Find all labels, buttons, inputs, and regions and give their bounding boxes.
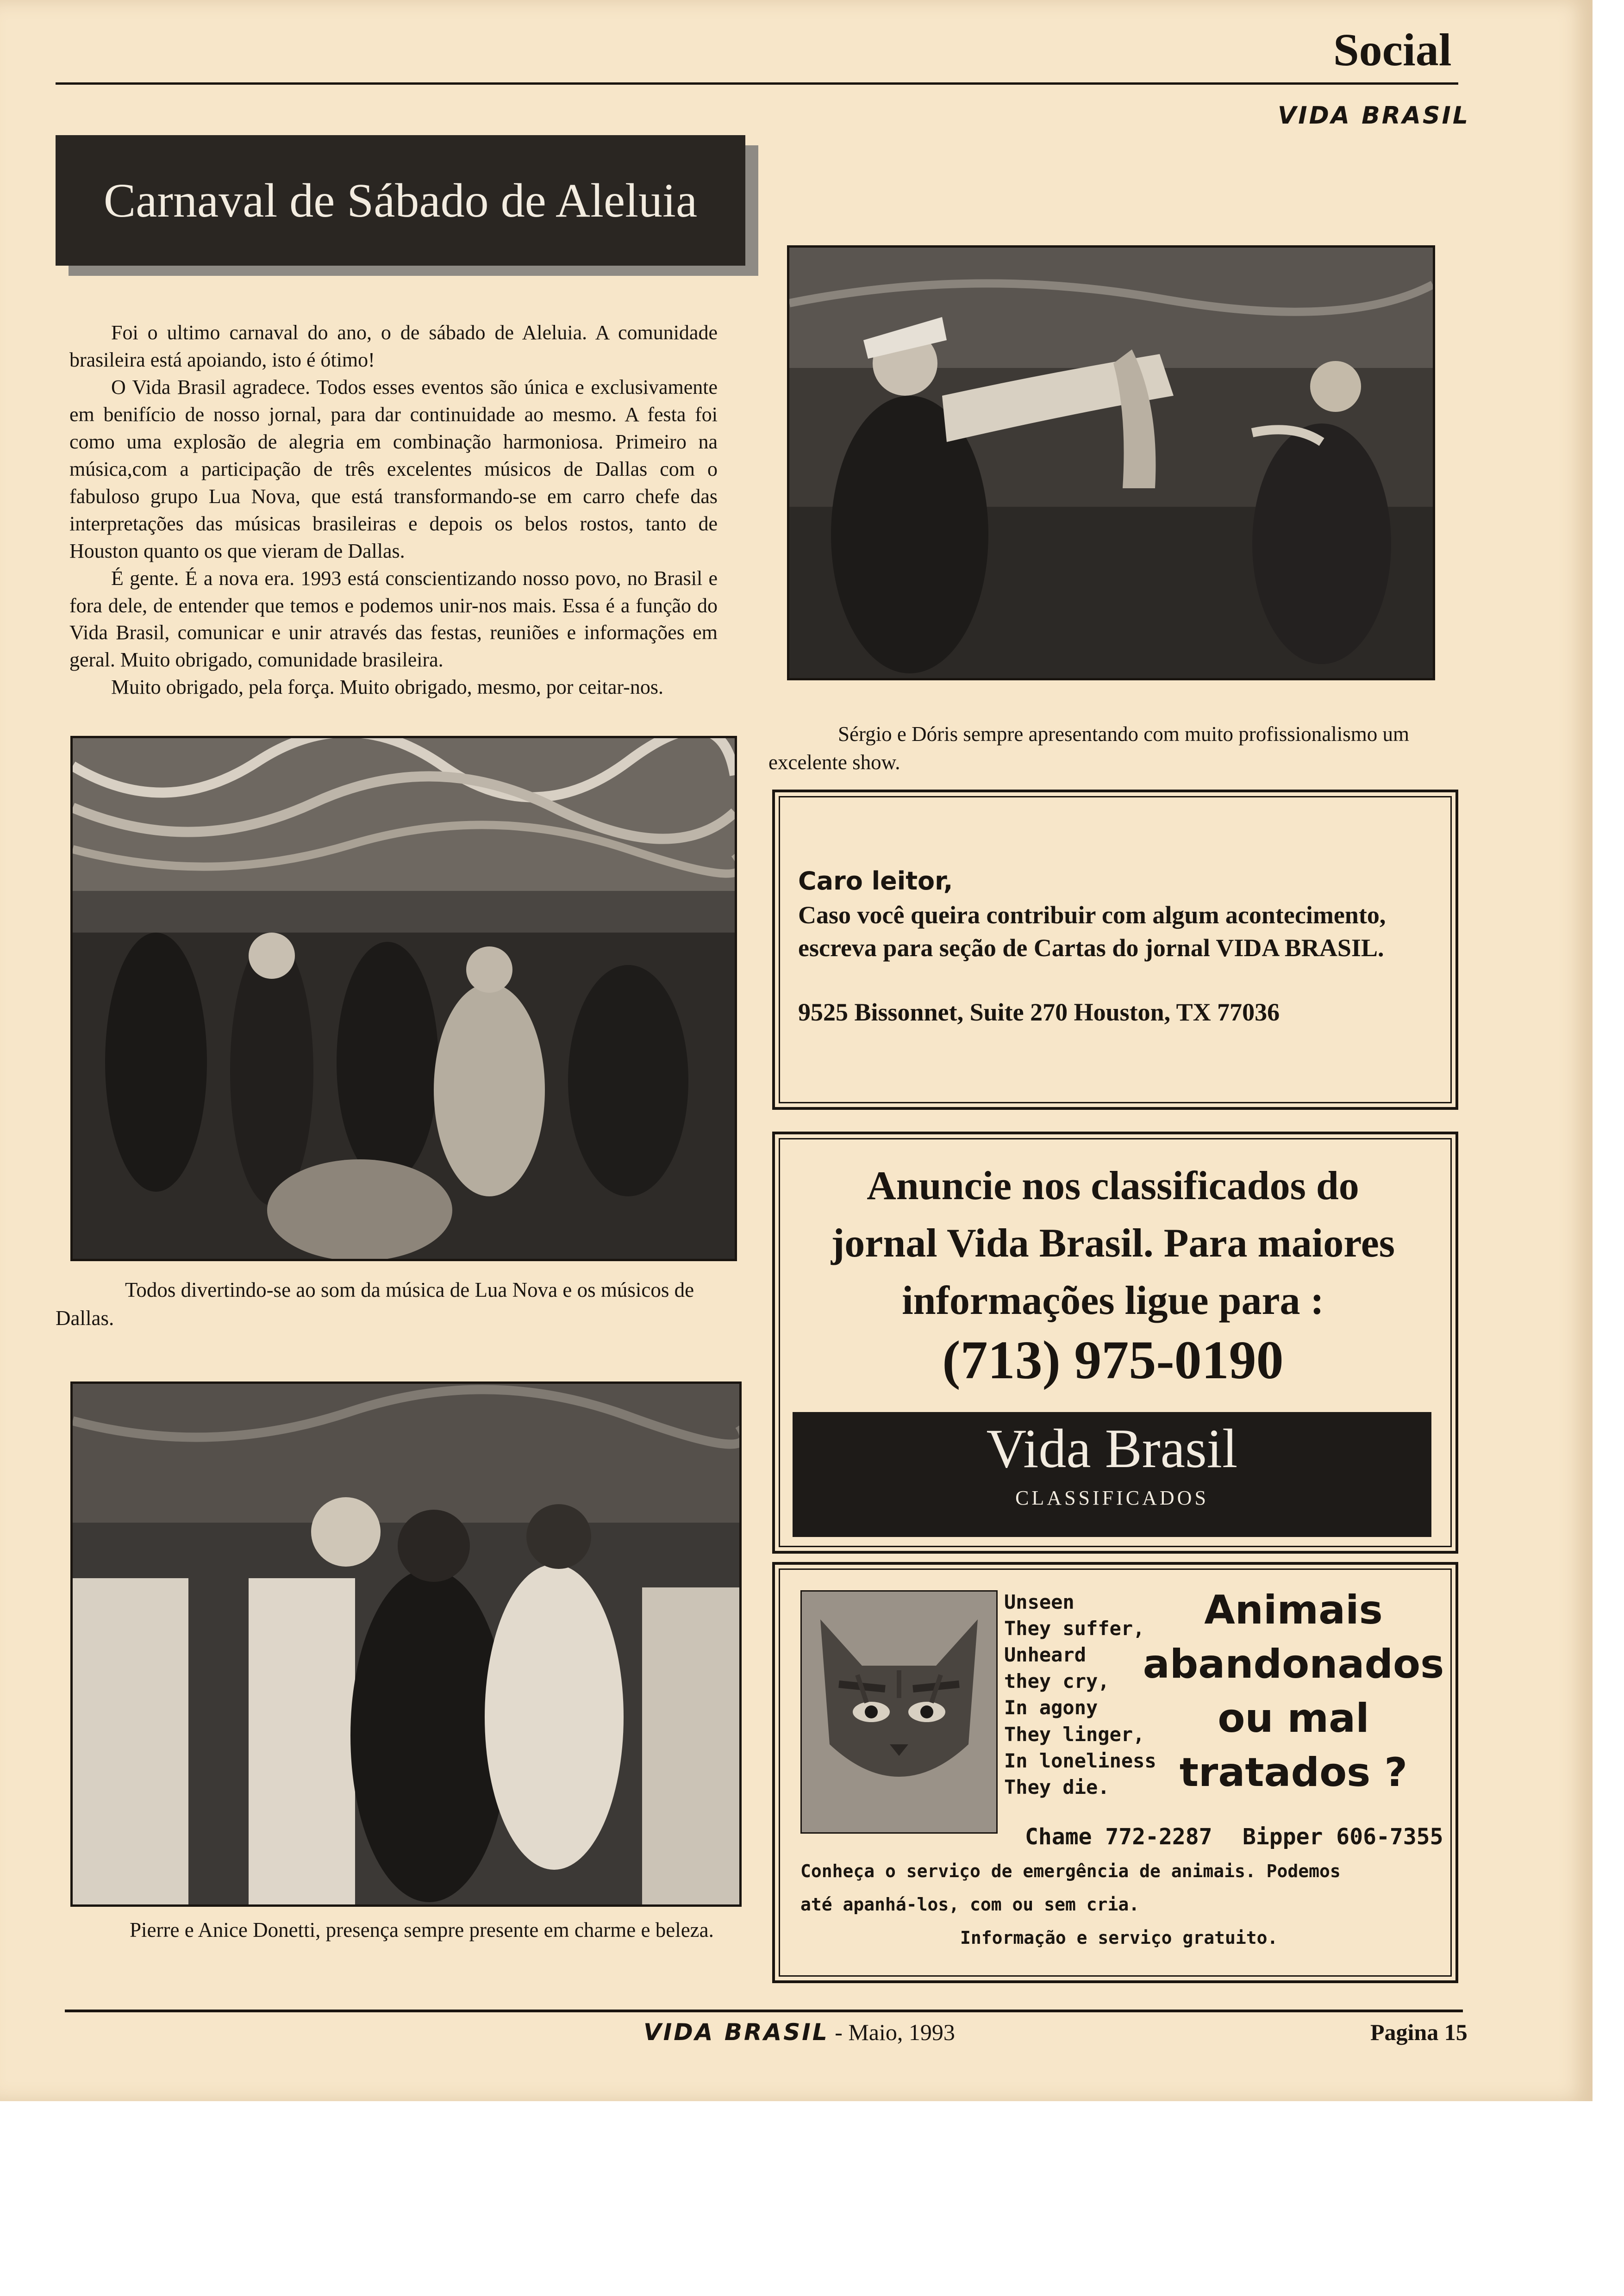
poem-line: Unseen xyxy=(1004,1591,1074,1613)
poem-line: Unheard xyxy=(1004,1643,1087,1667)
letters-greeting: Caro leitor, xyxy=(798,866,953,896)
poem-line: In agony xyxy=(1004,1696,1098,1719)
animals-headline xyxy=(1141,1583,1446,1800)
cat-photo xyxy=(800,1590,998,1834)
animals-headline-line: abandonados xyxy=(1143,1641,1444,1687)
poem-line: They linger, xyxy=(1004,1723,1145,1746)
masthead-brand: VIDA BRASIL xyxy=(1278,102,1470,130)
dancers-caption: Sérgio e Dóris sempre apresentando com muito profissionalismo um excelente show. xyxy=(768,722,1409,774)
poem-line: In loneliness xyxy=(1004,1749,1156,1772)
classifieds-brand-bar xyxy=(793,1412,1431,1537)
footer-rule xyxy=(65,2010,1463,2012)
letters-address: 9525 Bissonnet, Suite 270 Houston, TX 77036 xyxy=(798,998,1280,1026)
footer-date: - Maio, 1993 xyxy=(835,2019,955,2045)
couple-caption: Pierre e Anice Donetti, presença sempre presente em charme e beleza. xyxy=(130,1918,714,1941)
classifieds-ad-line: jornal Vida Brasil. Para maiores xyxy=(831,1221,1395,1266)
poem-line: They die. xyxy=(1004,1775,1110,1798)
article-headline: Carnaval de Sábado de Aleluia xyxy=(56,135,745,266)
classifieds-ad-line: Anuncie nos classificados do xyxy=(867,1164,1359,1208)
dancers-photo xyxy=(787,245,1435,680)
page-number: Pagina 15 xyxy=(1370,2019,1468,2045)
crowd-photo xyxy=(70,736,737,1261)
animals-poem xyxy=(1004,1589,1156,1800)
letters-box xyxy=(772,790,1458,1110)
classifieds-brand-sub: CLASSIFICADOS xyxy=(1015,1487,1209,1509)
animals-headline-line: Animais xyxy=(1204,1587,1383,1633)
classifieds-phone: (713) 975-0190 xyxy=(942,1330,1284,1390)
article-paragraph: É gente. É a nova era. 1993 está conscientizando nosso povo, no Brasil e fora dele, de entender que temos e podemos unir-nos mais. Essa é a função do Vida Brasil, comunicar e unir através das festas, reuniões e informações em geral. Muito obrigado, comunidade brasileira. xyxy=(69,566,718,672)
animals-headline-line: tratados ? xyxy=(1179,1749,1408,1796)
animals-phone: Chame 772-2287 xyxy=(1025,1824,1212,1850)
animals-ad xyxy=(772,1562,1458,1983)
article-paragraph: Muito obrigado, pela força. Muito obrigado, mesmo, por ceitar-nos. xyxy=(111,676,663,699)
letters-body: Caso você queira contribuir com algum acontecimento, escreva para seção de Cartas do jornal VIDA BRASIL. xyxy=(798,901,1386,962)
section-title: Social xyxy=(1333,24,1452,75)
animals-headline-line: ou mal xyxy=(1218,1695,1369,1742)
header-rule xyxy=(56,82,1458,85)
article-paragraph: O Vida Brasil agradece. Todos esses eventos são única e exclusivamente em benifício de nosso jornal, para dar continuidade ao mesmo. A festa foi como uma explosão de alegria em combinação harmoniosa. Primeiro na música,com a participação de três excelentes músicos de Dallas com o fabuloso grupo Lua Nova, que está transformando-se em carro chefe das interpretações das músicas brasileiras e depois os belos rostos, tanto de Houston quanto os que vieram de Dallas. xyxy=(69,375,718,562)
classifieds-ad-line: informações ligue para : xyxy=(902,1278,1324,1323)
animals-bipper: Bipper 606-7355 xyxy=(1243,1824,1443,1850)
footer-brand: VIDA BRASIL xyxy=(643,2019,829,2046)
animals-line-2: até apanhá-los, com ou sem cria. xyxy=(800,1894,1140,1915)
article-paragraph: Foi o ultimo carnaval do ano, o de sábado de Aleluia. A comunidade brasileira está apoiando, isto é ótimo! xyxy=(69,321,718,371)
crowd-caption: Todos divertindo-se ao som da música de Lua Nova e os músicos de Dallas. xyxy=(56,1278,694,1330)
animals-line-1: Conheça o serviço de emergência de animais. Podemos xyxy=(800,1861,1341,1881)
animals-line-3: Informação e serviço gratuito. xyxy=(960,1928,1278,1948)
footer-dateline xyxy=(643,2019,955,2046)
classifieds-ad xyxy=(772,1132,1458,1554)
article-body xyxy=(69,319,718,701)
poem-line: They suffer, xyxy=(1004,1617,1145,1640)
couple-photo xyxy=(70,1381,742,1907)
classifieds-brand: Vida Brasil xyxy=(986,1418,1238,1479)
poem-line: they cry, xyxy=(1004,1670,1110,1693)
